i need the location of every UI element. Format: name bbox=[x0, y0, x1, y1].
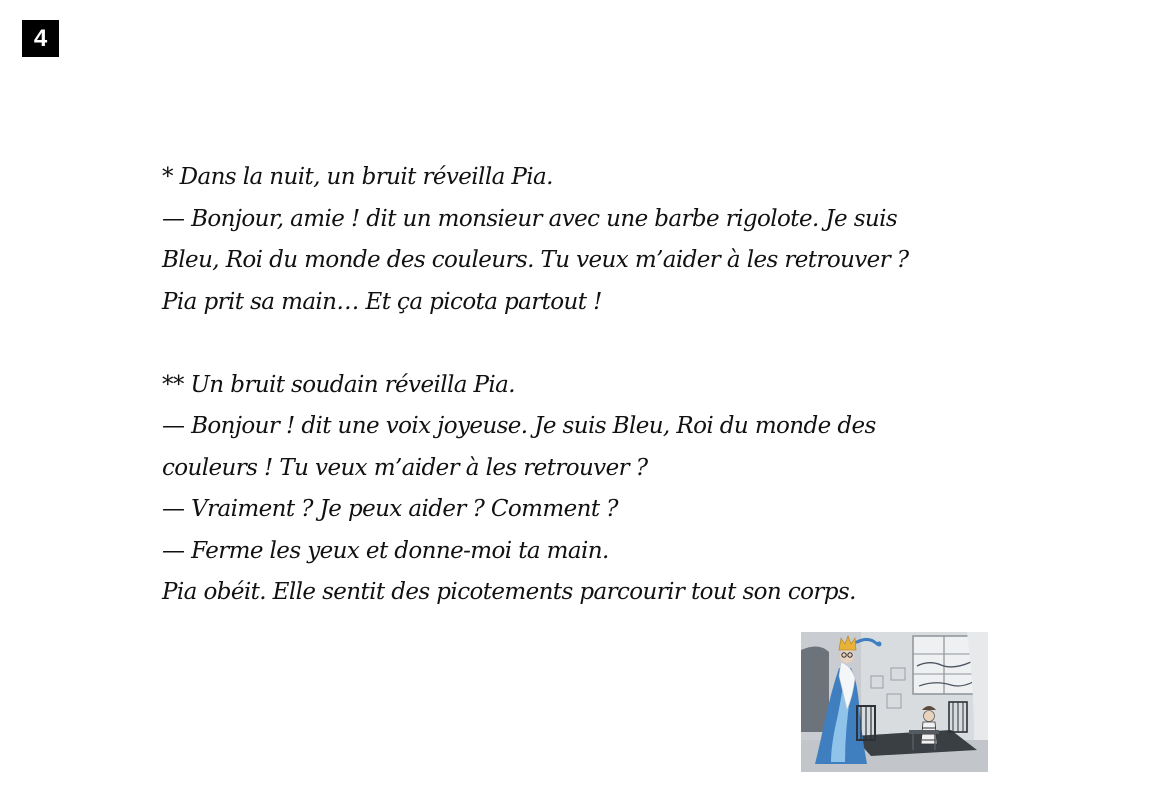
blue-king-and-pia-illustration bbox=[801, 632, 988, 772]
story-line: * Dans la nuit, un bruit réveilla Pia. bbox=[162, 164, 553, 190]
story-line: — Ferme les yeux et donne-moi ta main. bbox=[162, 537, 609, 564]
version-one-block bbox=[162, 157, 982, 323]
story-line: couleurs ! Tu veux m’aider à les retrouver ? bbox=[162, 454, 648, 481]
story-line: — Vraiment ? Je peux aider ? Comment ? bbox=[162, 496, 618, 522]
story-line: ** Un bruit soudain réveilla Pia. bbox=[162, 371, 515, 398]
version-two-block bbox=[162, 365, 982, 614]
page-number-badge: 4 bbox=[22, 20, 59, 57]
story-line: Pia prit sa main… Et ça picota partout ! bbox=[162, 288, 602, 315]
story-line: — Bonjour ! dit une voix joyeuse. Je suis Bleu, Roi du monde des bbox=[162, 413, 876, 439]
story-line: — Bonjour, amie ! dit un monsieur avec une barbe rigolote. Je suis bbox=[162, 205, 898, 232]
story-line: Pia obéit. Elle sentit des picotements parcourir tout son corps. bbox=[162, 579, 856, 605]
story-text bbox=[162, 157, 982, 614]
paragraph-gap bbox=[162, 323, 982, 365]
story-line: Bleu, Roi du monde des couleurs. Tu veux m’aider à les retrouver ? bbox=[162, 247, 909, 273]
